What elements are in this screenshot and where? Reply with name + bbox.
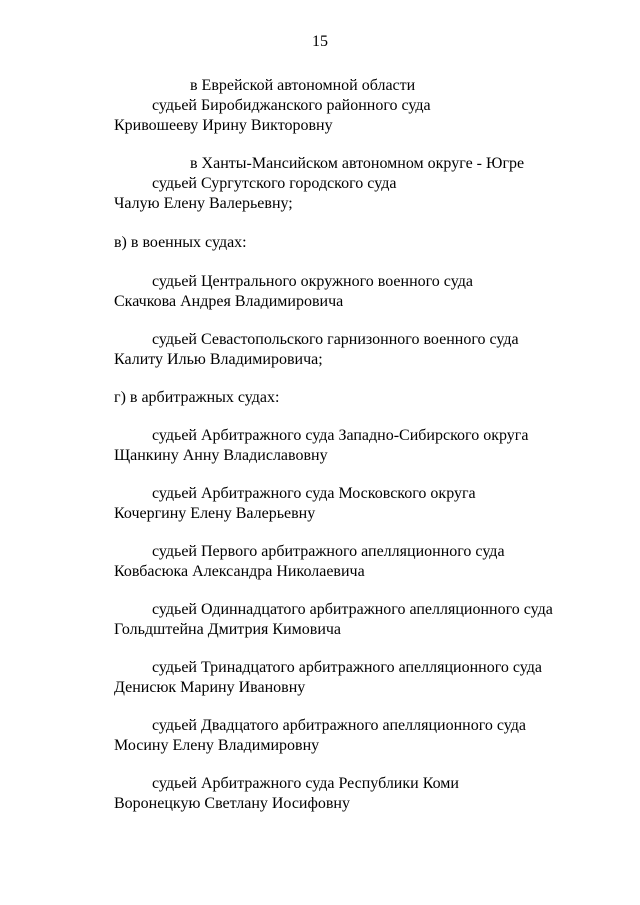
region-line: в Ханты-Мансийском автономном округе - Югре (190, 155, 525, 172)
appointee-name: Гольдштейна Дмитрия Кимовича (114, 621, 342, 638)
appointee-name: Воронецкую Светлану Иосифовну (114, 795, 350, 812)
appointee-name: Денисюк Марину Ивановну (114, 679, 306, 696)
appointee-name: Калиту Илью Владимировича; (114, 351, 323, 368)
appointee-name: Кривошееву Ирину Викторовну (114, 117, 333, 134)
section-heading-military: в) в военных судах: (114, 234, 247, 251)
court-line: судьей Биробиджанского районного суда (152, 97, 431, 114)
appointee-name: Кочергину Елену Валерьевну (114, 505, 316, 522)
appointee-name: Чалую Елену Валерьевну; (114, 195, 293, 212)
appointee-name: Скачкова Андрея Владимировича (114, 293, 344, 310)
court-line: судьей Тринадцатого арбитражного апелляционного суда (152, 659, 543, 676)
appointee-name: Ковбасюка Александра Николаевича (114, 563, 365, 580)
section-heading-arbitration: г) в арбитражных судах: (114, 389, 280, 406)
court-line: судьей Одиннадцатого арбитражного апелляционного суда (152, 601, 553, 618)
court-line: судьей Арбитражного суда Западно-Сибирского округа (152, 427, 529, 444)
court-line: судьей Первого арбитражного апелляционного суда (152, 543, 505, 560)
appointee-name: Мосину Елену Владимировну (114, 737, 320, 754)
court-line: судьей Центрального окружного военного суда (152, 273, 473, 290)
appointee-name: Щанкину Анну Владиславовну (114, 447, 328, 464)
page-number: 15 (312, 33, 328, 50)
court-line: судьей Севастопольского гарнизонного военного суда (152, 331, 519, 348)
region-line: в Еврейской автономной области (190, 77, 416, 94)
court-line: судьей Арбитражного суда Московского округа (152, 485, 476, 502)
court-line: судьей Сургутского городского суда (152, 175, 397, 192)
court-line: судьей Арбитражного суда Республики Коми (152, 775, 459, 792)
court-line: судьей Двадцатого арбитражного апелляционного суда (152, 717, 526, 734)
